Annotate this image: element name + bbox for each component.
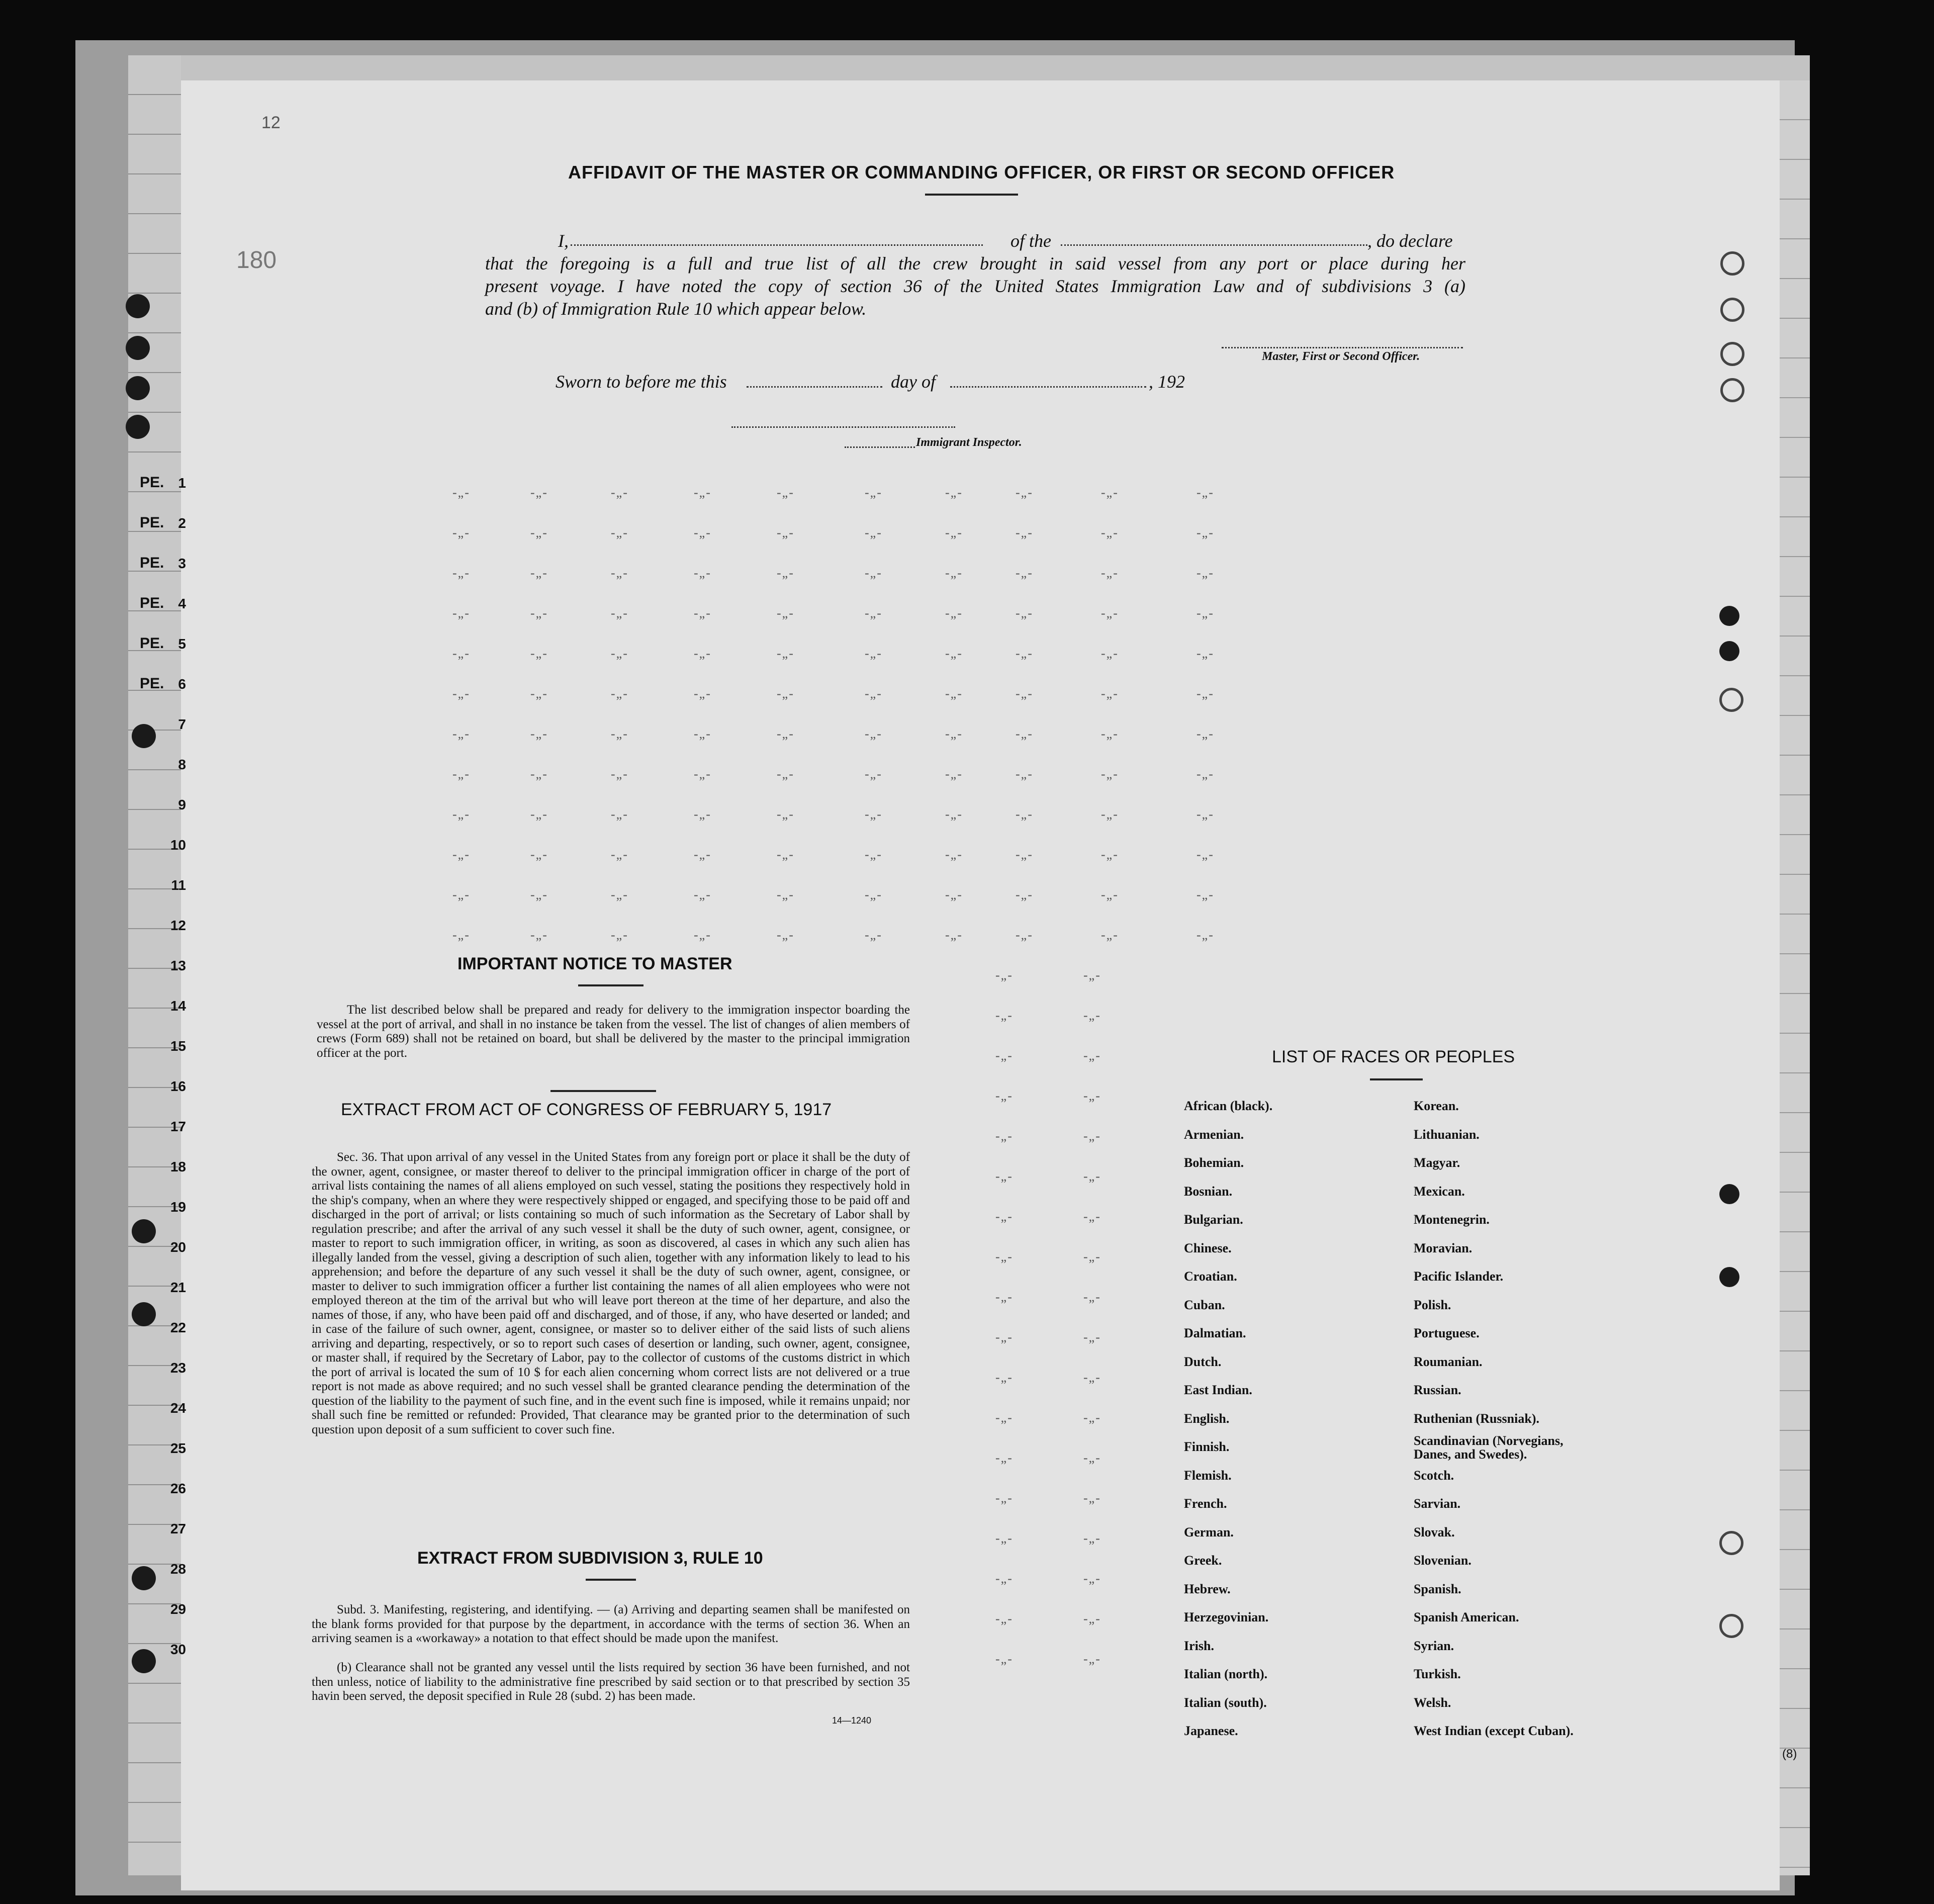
rule-title: EXTRACT FROM SUBDIVISION 3, RULE 10 xyxy=(417,1549,763,1568)
notice-rule xyxy=(578,984,643,986)
ditto-mark: -„- xyxy=(945,566,963,580)
binder-hole xyxy=(1719,641,1739,661)
ditto-mark: -„- xyxy=(777,646,794,661)
ditto-mark: -„- xyxy=(995,1410,1013,1425)
act-text: Sec. 36. That upon arrival of any vessel in the United States from any foreign port or place it shall be the duty of the owner, agent, consignee, or master thereof to deliver to the principal immigration officer in charge of the port of arrival lists containing the names of all aliens employed on such vessel, stating the positions they respectively hold in the ship's company, when an where they were respectively shipped or engaged, and specifying those to be paid off and discharged in the port of arrival; or lists containing so much of such information as the Secretary of Labor shall by regulation prescribe; and after the arrival of any such vessel it shall be the duty of such owner, agent, consignee, or master to report to such immigration officer, in writing, as soon as discovered, al cases in which any such alien has illegally landed from the vessel, giving a description of such alien, together with any information likely to lead to his apprehension; and before the departure of any such vessel it shall be the duty of such owner, agent, consignee, or master to deliver to such immigration officer a further list containing the names of all alien employees who were not employed thereon at the tim of the arrival but who will leave port thereon at the time of her departure, and also the names of those, if any, who have been paid off and discharged, and of those, if any, who have deserted or landed; and in case of the failure of such owner, agent, consignee, or master so to deliver either of the said lists of such aliens arriving and departing, respectively, or so to report such cases of desertion or landing, such owner, agent, consignee, or master shall, if required by the Secretary of Labor, pay to the collector of customs of the customs district in which the port of arrival is located the sum of 10 $ for each alien concerning whom correct lists are not delivered or a true report is not made as above required; and no such vessel shall be granted clearance pending the determination of the question of the liability to the payment of such fine, and in the event such fine is imposed, while it remains unpaid; nor shall such fine be remitted or refunded: Provided, That clearance may be granted prior to the determination of such question upon deposit of a sum sufficient to cover such fine. xyxy=(312,1150,910,1436)
ditto-mark: -„- xyxy=(995,1330,1013,1344)
races-rule xyxy=(1370,1078,1423,1080)
ditto-mark: -„- xyxy=(611,807,628,822)
ditto-mark: -„- xyxy=(1016,646,1033,661)
race-item: Scotch. xyxy=(1414,1468,1454,1483)
row-number: 1 xyxy=(178,475,186,491)
day-blank xyxy=(747,386,882,388)
row-number: 13 xyxy=(170,958,186,973)
races-left-column xyxy=(1184,1092,1272,1746)
row-number: 16 xyxy=(170,1078,186,1094)
ditto-mark: -„- xyxy=(530,485,548,500)
ditto-mark: -„- xyxy=(530,807,548,822)
binder-hole xyxy=(126,415,150,439)
ditto-mark: -„- xyxy=(694,767,711,781)
title-rule xyxy=(925,194,1018,196)
ditto-mark: -„- xyxy=(1083,1048,1101,1063)
race-item: African (black). xyxy=(1184,1099,1273,1113)
ditto-mark: -„- xyxy=(1196,686,1214,701)
ditto-mark: -„- xyxy=(995,1611,1013,1626)
race-item: Turkish. xyxy=(1414,1667,1461,1681)
row-number: 24 xyxy=(170,1400,186,1416)
row-number: 10 xyxy=(170,837,186,853)
row-number: 11 xyxy=(171,877,186,893)
row-number: 6 xyxy=(178,676,186,692)
sworn-text: Sworn to before me this xyxy=(556,372,727,392)
ditto-mark: -„- xyxy=(694,807,711,822)
ditto-mark: -„- xyxy=(452,566,470,580)
race-item: Dutch. xyxy=(1184,1354,1222,1369)
ditto-mark: -„- xyxy=(1016,887,1033,902)
ditto-mark: -„- xyxy=(452,485,470,500)
ditto-mark: -„- xyxy=(611,727,628,741)
underlying-sheet-right-strip xyxy=(1780,80,1810,1875)
ditto-mark: -„- xyxy=(777,485,794,500)
name-blank xyxy=(571,244,983,246)
ditto-mark: -„- xyxy=(1016,767,1033,781)
ditto-mark: -„- xyxy=(995,1169,1013,1184)
race-item: Spanish. xyxy=(1414,1581,1461,1596)
ditto-mark: -„- xyxy=(530,686,548,701)
ditto-mark: -„- xyxy=(777,807,794,822)
row-number: 27 xyxy=(170,1521,186,1536)
ditto-mark: -„- xyxy=(452,887,470,902)
race-item: Herzegovinian. xyxy=(1184,1610,1269,1624)
ditto-mark: -„- xyxy=(1101,847,1119,862)
race-item: Spanish American. xyxy=(1414,1610,1519,1624)
race-item: Finnish. xyxy=(1184,1439,1230,1454)
ditto-mark: -„- xyxy=(1101,606,1119,620)
binder-ring xyxy=(1720,342,1744,366)
affidavit-do-declare: , do declare xyxy=(1367,231,1453,251)
race-item: Roumanian. xyxy=(1414,1354,1483,1369)
ditto-mark: -„- xyxy=(865,606,882,620)
race-item: Welsh. xyxy=(1414,1695,1451,1710)
ditto-mark: -„- xyxy=(995,1531,1013,1546)
ditto-mark: -„- xyxy=(611,928,628,942)
row-number: 8 xyxy=(178,757,186,772)
ditto-mark: -„- xyxy=(1196,727,1214,741)
affidavit-of-the: of the xyxy=(1010,231,1051,251)
binder-hole xyxy=(132,1302,156,1326)
ditto-mark: -„- xyxy=(611,566,628,580)
act-rule xyxy=(550,1090,656,1092)
race-item: English. xyxy=(1184,1411,1230,1426)
race-item: Portuguese. xyxy=(1414,1326,1480,1340)
ditto-mark: -„- xyxy=(694,566,711,580)
rule-title-rule xyxy=(586,1579,636,1581)
binder-hole xyxy=(132,1566,156,1590)
ditto-mark: -„- xyxy=(1083,1450,1101,1465)
ditto-mark: -„- xyxy=(995,1370,1013,1385)
ditto-mark: -„- xyxy=(694,525,711,540)
ditto-mark: -„- xyxy=(1083,1531,1101,1546)
row-prefix: PE. xyxy=(140,595,164,611)
ditto-mark: -„- xyxy=(1196,646,1214,661)
ditto-mark: -„- xyxy=(694,847,711,862)
ditto-mark: -„- xyxy=(1016,525,1033,540)
affidavit-line2: present voyage. I have noted the copy of section 36 of the United States Immigration Law and of subdivisions 3 (a) xyxy=(485,276,1465,296)
ditto-mark: -„- xyxy=(1101,807,1119,822)
ditto-mark: -„- xyxy=(1101,887,1119,902)
ditto-mark: -„- xyxy=(1016,485,1033,500)
notice-text: The list described below shall be prepared and ready for delivery to the immigration inspector boarding the vessel at the port of arrival, and shall in no instance be taken from the vessel. The list of changes of alien members of crews (Form 689) shall not be retained on board, but shall be delivered by the master to the principal immigration officer at the port. xyxy=(317,1003,910,1060)
ditto-mark: -„- xyxy=(1083,968,1101,982)
race-item: German. xyxy=(1184,1524,1234,1539)
rule-text-b: (b) Clearance shall not be granted any vessel until the lists required by section 36 have been furnished, and not then unless, notice of liability to the administrative fine prescribed by said section or to that prescribed by section 35 havin been served, the deposit specified in Rule 28 (subd. 2) has been made. xyxy=(312,1661,910,1703)
inspector-blank xyxy=(731,426,955,428)
binder-ring xyxy=(1720,378,1744,402)
ditto-mark: -„- xyxy=(1101,525,1119,540)
binder-hole xyxy=(132,1219,156,1243)
race-item: Chinese. xyxy=(1184,1240,1232,1255)
race-item: Italian (north). xyxy=(1184,1667,1268,1681)
ditto-mark: -„- xyxy=(1016,847,1033,862)
ditto-mark: -„- xyxy=(865,928,882,942)
race-item: Bosnian. xyxy=(1184,1184,1233,1199)
ditto-mark: -„- xyxy=(777,727,794,741)
ditto-mark: -„- xyxy=(995,1129,1013,1143)
ditto-mark: -„- xyxy=(452,606,470,620)
ditto-mark: -„- xyxy=(530,767,548,781)
ditto-mark: -„- xyxy=(945,606,963,620)
ditto-mark: -„- xyxy=(530,525,548,540)
race-item: Ruthenian (Russniak). xyxy=(1414,1411,1539,1426)
inspector-blank-short xyxy=(845,446,915,448)
race-item: Moravian. xyxy=(1414,1240,1472,1255)
binder-ring xyxy=(1719,1614,1743,1638)
form-number: 14—1240 xyxy=(832,1715,872,1726)
ditto-mark: -„- xyxy=(452,847,470,862)
row-number: 28 xyxy=(170,1561,186,1577)
row-number: 7 xyxy=(178,716,186,732)
ditto-mark: -„- xyxy=(995,1571,1013,1586)
ditto-mark: -„- xyxy=(1196,928,1214,942)
vessel-blank xyxy=(1061,244,1367,246)
ditto-mark: -„- xyxy=(995,1249,1013,1264)
row-number: 9 xyxy=(178,797,186,812)
ditto-mark: -„- xyxy=(945,807,963,822)
row-prefix: PE. xyxy=(140,555,164,571)
ditto-mark: -„- xyxy=(611,485,628,500)
ditto-mark: -„- xyxy=(777,887,794,902)
race-item: Korean. xyxy=(1414,1099,1459,1113)
race-item: Slovak. xyxy=(1414,1524,1455,1539)
ditto-mark: -„- xyxy=(611,847,628,862)
ditto-mark: -„- xyxy=(1016,928,1033,942)
notice-title: IMPORTANT NOTICE TO MASTER xyxy=(457,954,732,973)
row-number: 5 xyxy=(178,636,186,652)
ditto-mark: -„- xyxy=(995,1652,1013,1666)
ditto-mark: -„- xyxy=(865,847,882,862)
ditto-mark: -„- xyxy=(865,566,882,580)
row-number: 12 xyxy=(170,918,186,933)
ditto-mark: -„- xyxy=(777,525,794,540)
binder-hole xyxy=(126,376,150,400)
ditto-mark: -„- xyxy=(995,1450,1013,1465)
ditto-mark: -„- xyxy=(1016,727,1033,741)
race-item: Dalmatian. xyxy=(1184,1326,1246,1340)
ditto-mark: -„- xyxy=(530,727,548,741)
ditto-mark: -„- xyxy=(945,767,963,781)
ditto-mark: -„- xyxy=(1196,887,1214,902)
ditto-mark: -„- xyxy=(995,968,1013,982)
race-item: Bulgarian. xyxy=(1184,1212,1243,1227)
races-right-column xyxy=(1414,1092,1574,1746)
ditto-mark: -„- xyxy=(995,1048,1013,1063)
ditto-mark: -„- xyxy=(865,646,882,661)
ditto-mark: -„- xyxy=(1101,928,1119,942)
ditto-mark: -„- xyxy=(945,525,963,540)
ditto-mark: -„- xyxy=(1083,1611,1101,1626)
ditto-mark: -„- xyxy=(945,928,963,942)
signature-blank xyxy=(1222,347,1463,348)
row-prefix: PE. xyxy=(140,474,164,491)
ditto-mark: -„- xyxy=(995,1209,1013,1224)
ditto-mark: -„- xyxy=(694,485,711,500)
ditto-mark: -„- xyxy=(611,525,628,540)
race-item: Bohemian. xyxy=(1184,1155,1244,1170)
binder-ring xyxy=(1720,251,1744,276)
ditto-mark: -„- xyxy=(452,928,470,942)
row-number: 20 xyxy=(170,1239,186,1255)
ditto-mark: -„- xyxy=(1196,485,1214,500)
binder-hole xyxy=(1719,1184,1739,1204)
race-item: Polish. xyxy=(1414,1297,1451,1312)
race-item: Greek. xyxy=(1184,1553,1222,1568)
ditto-mark: -„- xyxy=(995,1290,1013,1304)
ditto-mark: -„- xyxy=(530,606,548,620)
number-stamp: 180 xyxy=(236,247,277,274)
binder-hole xyxy=(1719,606,1739,626)
race-item: Irish. xyxy=(1184,1638,1214,1653)
race-item: Armenian. xyxy=(1184,1127,1244,1142)
row-number: 18 xyxy=(170,1159,186,1174)
ditto-mark: -„- xyxy=(995,1491,1013,1505)
race-item: East Indian. xyxy=(1184,1383,1252,1397)
ditto-mark: -„- xyxy=(452,525,470,540)
month-blank xyxy=(950,386,1146,388)
row-number: 14 xyxy=(170,998,186,1014)
row-number: 29 xyxy=(170,1601,186,1617)
ditto-mark: -„- xyxy=(777,566,794,580)
ditto-mark: -„- xyxy=(777,847,794,862)
race-item: Scandinavian (Norvegians, Danes, and Swedes). xyxy=(1414,1433,1563,1462)
row-prefix: PE. xyxy=(140,675,164,692)
ditto-mark: -„- xyxy=(1083,1249,1101,1264)
race-item: French. xyxy=(1184,1496,1227,1511)
ditto-mark: -„- xyxy=(945,485,963,500)
ditto-mark: -„- xyxy=(1101,485,1119,500)
ditto-mark: -„- xyxy=(777,767,794,781)
row-number: 15 xyxy=(170,1038,186,1054)
ditto-mark: -„- xyxy=(694,928,711,942)
row-number: 4 xyxy=(178,596,186,611)
races-title: LIST OF RACES OR PEOPLES xyxy=(1272,1047,1515,1066)
ditto-mark: -„- xyxy=(1016,686,1033,701)
ditto-mark: -„- xyxy=(865,767,882,781)
race-item: Montenegrin. xyxy=(1414,1212,1490,1227)
ditto-mark: -„- xyxy=(611,606,628,620)
binder-ring xyxy=(1719,1531,1743,1555)
row-number: 26 xyxy=(170,1481,186,1496)
ditto-mark: -„- xyxy=(1083,1370,1101,1385)
year-text: , 192 xyxy=(1149,372,1185,392)
ditto-mark: -„- xyxy=(1016,566,1033,580)
race-item: West Indian (except Cuban). xyxy=(1414,1724,1574,1738)
race-item: Lithuanian. xyxy=(1414,1127,1480,1142)
affidavit-line1: that the foregoing is a full and true list of all the crew brought in said vessel from any port or place during her xyxy=(485,253,1465,274)
ditto-mark: -„- xyxy=(611,767,628,781)
ditto-mark: -„- xyxy=(1083,1491,1101,1505)
ditto-mark: -„- xyxy=(611,887,628,902)
ditto-mark: -„- xyxy=(995,1089,1013,1103)
inspector-label: Immigrant Inspector. xyxy=(916,436,1022,449)
ditto-mark: -„- xyxy=(1196,807,1214,822)
row-number: 3 xyxy=(178,556,186,571)
ditto-mark: -„- xyxy=(865,525,882,540)
ditto-mark: -„- xyxy=(865,887,882,902)
race-item: Japanese. xyxy=(1184,1724,1238,1738)
master-label: Master, First or Second Officer. xyxy=(1262,350,1420,363)
row-number: 17 xyxy=(170,1119,186,1134)
ditto-mark: -„- xyxy=(1083,1330,1101,1344)
binder-ring xyxy=(1719,688,1743,712)
ditto-mark: -„- xyxy=(865,807,882,822)
race-item: Russian. xyxy=(1414,1383,1461,1397)
rule-text-a: Subd. 3. Manifesting, registering, and identifying. — (a) Arriving and departing seamen shall be manifested on the blank forms provided for that purpose by the department, in accordance with the terms of section 36. When an arriving seamen is a «workaway» a notation to that effect should be made upon the manifest. xyxy=(312,1603,910,1645)
ditto-mark: -„- xyxy=(1016,807,1033,822)
row-prefix: PE. xyxy=(140,635,164,652)
ditto-mark: -„- xyxy=(1196,566,1214,580)
ditto-mark: -„- xyxy=(530,847,548,862)
ditto-mark: -„- xyxy=(1196,606,1214,620)
binder-hole xyxy=(1719,1267,1739,1287)
ditto-mark: -„- xyxy=(1083,1089,1101,1103)
row-number: 22 xyxy=(170,1320,186,1335)
affidavit-line3: and (b) of Immigration Rule 10 which appear below. xyxy=(485,299,867,319)
ditto-mark: -„- xyxy=(1083,1290,1101,1304)
ditto-mark: -„- xyxy=(1083,1571,1101,1586)
ditto-mark: -„- xyxy=(1101,566,1119,580)
ditto-mark: -„- xyxy=(777,928,794,942)
ditto-mark: -„- xyxy=(694,646,711,661)
ditto-mark: -„- xyxy=(611,686,628,701)
row-prefix: PE. xyxy=(140,514,164,531)
row-number: 30 xyxy=(170,1642,186,1657)
affidavit-i: I, xyxy=(558,231,569,251)
ditto-mark: -„- xyxy=(777,686,794,701)
race-item: Mexican. xyxy=(1414,1184,1465,1199)
ditto-mark: -„- xyxy=(1083,1410,1101,1425)
race-item: Sarvian. xyxy=(1414,1496,1461,1511)
ditto-mark: -„- xyxy=(1083,1209,1101,1224)
binder-hole xyxy=(132,724,156,748)
ditto-mark: -„- xyxy=(1196,847,1214,862)
ditto-mark: -„- xyxy=(1101,767,1119,781)
ditto-mark: -„- xyxy=(865,686,882,701)
ditto-mark: -„- xyxy=(1196,525,1214,540)
ditto-mark: -„- xyxy=(452,727,470,741)
ditto-mark: -„- xyxy=(452,807,470,822)
race-item: Magyar. xyxy=(1414,1155,1460,1170)
binder-hole xyxy=(126,294,150,318)
ditto-mark: -„- xyxy=(1101,646,1119,661)
row-number: 23 xyxy=(170,1360,186,1376)
ditto-mark: -„- xyxy=(865,485,882,500)
ditto-mark: -„- xyxy=(530,887,548,902)
margin-mark: (8) xyxy=(1782,1747,1797,1761)
ditto-mark: -„- xyxy=(452,646,470,661)
day-of-text: day of xyxy=(891,372,936,392)
ditto-mark: -„- xyxy=(694,606,711,620)
act-title: EXTRACT FROM ACT OF CONGRESS OF FEBRUARY 5, 1917 xyxy=(341,1100,832,1119)
ditto-mark: -„- xyxy=(1196,767,1214,781)
ditto-mark: -„- xyxy=(1083,1008,1101,1023)
ditto-mark: -„- xyxy=(945,686,963,701)
ditto-mark: -„- xyxy=(530,928,548,942)
race-item: Slovenian. xyxy=(1414,1553,1471,1568)
race-item: Cuban. xyxy=(1184,1297,1225,1312)
ditto-mark: -„- xyxy=(694,686,711,701)
ditto-mark: -„- xyxy=(530,566,548,580)
binder-ring xyxy=(1720,298,1744,322)
ditto-mark: -„- xyxy=(694,887,711,902)
row-number: 25 xyxy=(170,1440,186,1456)
ditto-mark: -„- xyxy=(452,686,470,701)
binder-hole xyxy=(132,1649,156,1673)
ditto-mark: -„- xyxy=(995,1008,1013,1023)
race-item: Croatian. xyxy=(1184,1269,1237,1284)
ditto-mark: -„- xyxy=(694,727,711,741)
ditto-mark: -„- xyxy=(530,646,548,661)
ditto-mark: -„- xyxy=(865,727,882,741)
ditto-mark: -„- xyxy=(945,727,963,741)
ditto-mark: -„- xyxy=(945,887,963,902)
race-item: Hebrew. xyxy=(1184,1581,1231,1596)
ditto-mark: -„- xyxy=(945,847,963,862)
race-item: Syrian. xyxy=(1414,1638,1454,1653)
ditto-mark: -„- xyxy=(777,606,794,620)
binder-hole xyxy=(126,336,150,360)
race-item: Flemish. xyxy=(1184,1468,1232,1483)
row-number: 2 xyxy=(178,515,186,531)
ditto-mark: -„- xyxy=(1016,606,1033,620)
ditto-mark: -„- xyxy=(1101,686,1119,701)
race-item: Italian (south). xyxy=(1184,1695,1267,1710)
ditto-mark: -„- xyxy=(945,646,963,661)
ditto-mark: -„- xyxy=(1083,1652,1101,1666)
ditto-mark: -„- xyxy=(611,646,628,661)
margin-mark: 12 xyxy=(261,113,281,132)
race-item: Pacific Islander. xyxy=(1414,1269,1504,1284)
ditto-mark: -„- xyxy=(1101,727,1119,741)
ditto-mark: -„- xyxy=(452,767,470,781)
row-number: 19 xyxy=(170,1199,186,1215)
ditto-mark: -„- xyxy=(1083,1169,1101,1184)
affidavit-title: AFFIDAVIT OF THE MASTER OR COMMANDING OFFICER, OR FIRST OR SECOND OFFICER xyxy=(568,162,1395,183)
row-number: 21 xyxy=(170,1280,186,1295)
ditto-mark: -„- xyxy=(1083,1129,1101,1143)
